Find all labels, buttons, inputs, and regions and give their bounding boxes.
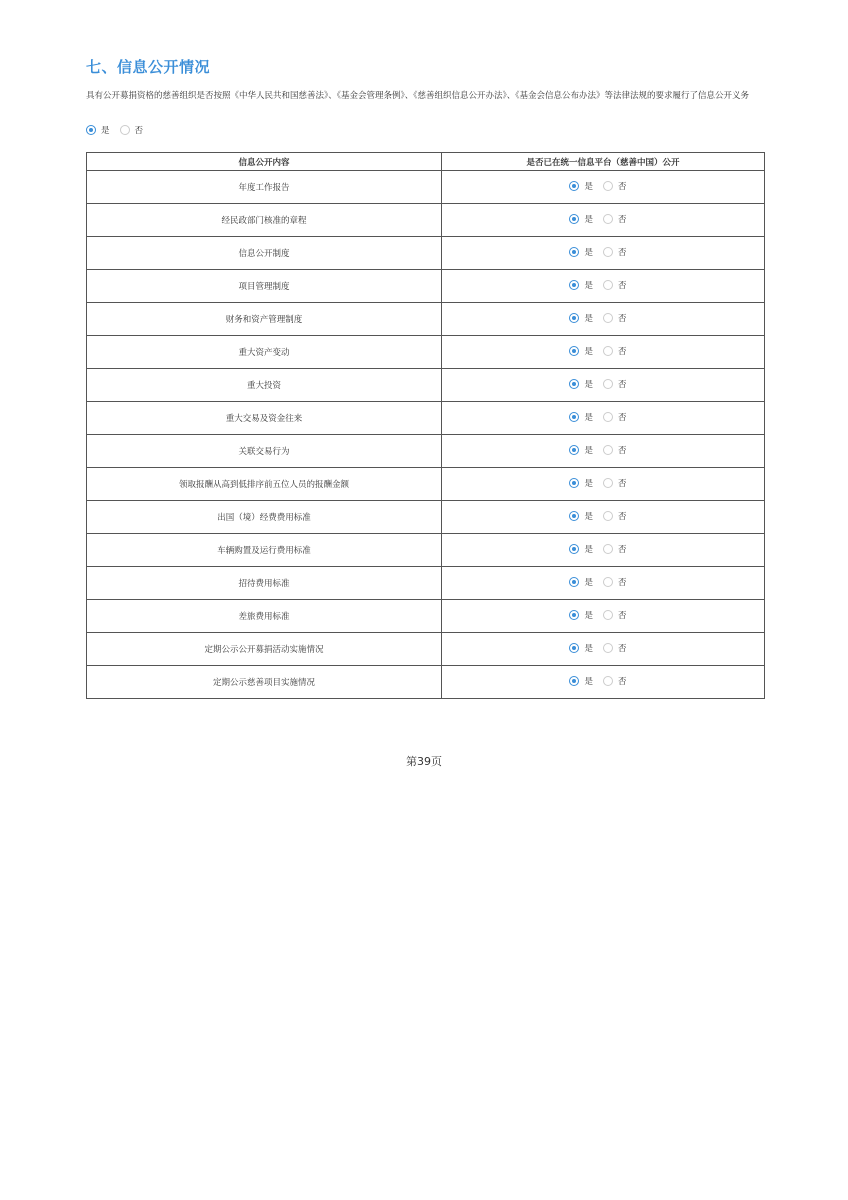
radio-unchecked-icon[interactable] xyxy=(603,346,613,356)
disclosure-item: 领取报酬从高到低排序前五位人员的报酬金额 xyxy=(87,468,442,501)
table-row xyxy=(87,567,765,600)
header-published: 是否已在统一信息平台（慈善中国）公开 xyxy=(442,153,765,171)
disclosure-answer xyxy=(442,402,765,435)
table-row xyxy=(87,600,765,633)
radio-checked-icon[interactable] xyxy=(569,676,579,686)
answer-yes-label: 是 xyxy=(584,479,593,489)
table-row xyxy=(87,237,765,270)
disclosure-item: 项目管理制度 xyxy=(87,270,442,303)
radio-checked-icon[interactable] xyxy=(569,511,579,521)
disclosure-answer xyxy=(442,534,765,567)
table-row xyxy=(87,468,765,501)
radio-checked-icon[interactable] xyxy=(569,643,579,653)
answer-yes-option[interactable] xyxy=(569,411,593,423)
radio-unchecked-icon[interactable] xyxy=(603,214,613,224)
disclosure-answer xyxy=(442,501,765,534)
table-row xyxy=(87,633,765,666)
table-row xyxy=(87,171,765,204)
answer-no-label: 否 xyxy=(618,578,627,588)
radio-checked-icon[interactable] xyxy=(569,181,579,191)
answer-no-option[interactable] xyxy=(603,279,627,291)
answer-no-label: 否 xyxy=(618,512,627,522)
answer-yes-option[interactable] xyxy=(569,477,593,489)
radio-unchecked-icon[interactable] xyxy=(603,181,613,191)
answer-no-label: 否 xyxy=(618,545,627,555)
table-header-row xyxy=(87,153,765,171)
disclosure-item: 财务和资产管理制度 xyxy=(87,303,442,336)
answer-no-label: 否 xyxy=(618,182,627,192)
radio-unchecked-icon[interactable] xyxy=(603,412,613,422)
disclosure-item: 车辆购置及运行费用标准 xyxy=(87,534,442,567)
disclosure-answer xyxy=(442,237,765,270)
answer-no-label: 否 xyxy=(618,677,627,687)
answer-no-option[interactable] xyxy=(603,477,627,489)
answer-no-label: 否 xyxy=(618,347,627,357)
answer-yes-option[interactable] xyxy=(569,444,593,456)
radio-checked-icon[interactable] xyxy=(569,280,579,290)
radio-unchecked-icon[interactable] xyxy=(603,577,613,587)
answer-yes-label: 是 xyxy=(584,215,593,225)
answer-yes-option[interactable] xyxy=(569,378,593,390)
disclosure-answer xyxy=(442,567,765,600)
radio-unchecked-icon[interactable] xyxy=(603,676,613,686)
disclosure-item: 重大交易及资金往来 xyxy=(87,402,442,435)
answer-yes-option[interactable] xyxy=(569,642,593,654)
answer-yes-option[interactable] xyxy=(569,609,593,621)
answer-yes-label: 是 xyxy=(584,380,593,390)
answer-yes-label: 是 xyxy=(584,347,593,357)
answer-yes-label: 是 xyxy=(584,281,593,291)
radio-checked-icon[interactable] xyxy=(569,412,579,422)
disclosure-item: 招待费用标准 xyxy=(87,567,442,600)
radio-unchecked-icon[interactable] xyxy=(603,544,613,554)
answer-yes-option[interactable] xyxy=(569,213,593,225)
answer-yes-option[interactable] xyxy=(569,576,593,588)
table-row xyxy=(87,435,765,468)
radio-checked-icon[interactable] xyxy=(569,577,579,587)
answer-yes-label: 是 xyxy=(584,248,593,258)
answer-no-option[interactable] xyxy=(603,378,627,390)
answer-no-option[interactable] xyxy=(603,246,627,258)
answer-yes-label: 是 xyxy=(584,578,593,588)
answer-no-option[interactable] xyxy=(603,180,627,192)
radio-checked-icon[interactable] xyxy=(86,125,96,135)
answer-yes-label: 是 xyxy=(584,413,593,423)
answer-no-label: 否 xyxy=(618,380,627,390)
answer-yes-option[interactable] xyxy=(569,279,593,291)
radio-unchecked-icon[interactable] xyxy=(603,511,613,521)
answer-yes-label: 是 xyxy=(584,677,593,687)
answer-no-option[interactable] xyxy=(603,675,627,687)
table-row xyxy=(87,270,765,303)
answer-yes-option[interactable] xyxy=(569,345,593,357)
disclosure-answer xyxy=(442,435,765,468)
disclosure-answer xyxy=(442,666,765,699)
table-row xyxy=(87,204,765,237)
answer-yes-label: 是 xyxy=(584,182,593,192)
radio-checked-icon[interactable] xyxy=(569,478,579,488)
table-row xyxy=(87,303,765,336)
radio-unchecked-icon[interactable] xyxy=(603,247,613,257)
header-content: 信息公开内容 xyxy=(87,153,442,171)
radio-checked-icon[interactable] xyxy=(569,379,579,389)
disclosure-answer xyxy=(442,303,765,336)
answer-yes-option[interactable] xyxy=(569,510,593,522)
radio-checked-icon[interactable] xyxy=(569,247,579,257)
answer-no-option[interactable] xyxy=(603,543,627,555)
answer-yes-label: 是 xyxy=(584,611,593,621)
answer-no-label: 否 xyxy=(618,611,627,621)
disclosure-item: 定期公示慈善项目实施情况 xyxy=(87,666,442,699)
answer-no-option[interactable] xyxy=(603,444,627,456)
disclosure-item: 经民政部门核准的章程 xyxy=(87,204,442,237)
disclosure-item: 重大投资 xyxy=(87,369,442,402)
table-row xyxy=(87,501,765,534)
question-answer xyxy=(86,123,153,137)
radio-unchecked-icon[interactable] xyxy=(603,280,613,290)
answer-no-label: 否 xyxy=(618,248,627,258)
disclosure-item: 出国（境）经费费用标准 xyxy=(87,501,442,534)
section-title: 七、信息公开情况 xyxy=(86,58,211,76)
radio-checked-icon[interactable] xyxy=(569,214,579,224)
radio-unchecked-icon[interactable] xyxy=(603,445,613,455)
answer-no-label: 否 xyxy=(618,446,627,456)
answer-no-option[interactable] xyxy=(603,312,627,324)
answer-yes-option[interactable] xyxy=(569,675,593,687)
answer-yes-label: 是 xyxy=(584,446,593,456)
disclosure-item: 重大资产变动 xyxy=(87,336,442,369)
answer-no-option[interactable] xyxy=(120,124,144,136)
table-row xyxy=(87,402,765,435)
radio-checked-icon[interactable] xyxy=(569,445,579,455)
radio-unchecked-icon[interactable] xyxy=(603,313,613,323)
answer-no-option[interactable] xyxy=(603,510,627,522)
radio-checked-icon[interactable] xyxy=(569,346,579,356)
disclosure-answer xyxy=(442,468,765,501)
table-body xyxy=(87,171,765,699)
answer-yes-label: 是 xyxy=(584,512,593,522)
page-number: 第39页 xyxy=(406,755,442,768)
answer-no-label: 否 xyxy=(618,215,627,225)
answer-yes-option[interactable] xyxy=(569,543,593,555)
radio-checked-icon[interactable] xyxy=(569,313,579,323)
disclosure-answer xyxy=(442,633,765,666)
disclosure-answer xyxy=(442,204,765,237)
answer-yes-label: 是 xyxy=(584,545,593,555)
disclosure-answer xyxy=(442,270,765,303)
disclosure-item: 信息公开制度 xyxy=(87,237,442,270)
disclosure-answer xyxy=(442,600,765,633)
answer-yes-option[interactable] xyxy=(569,246,593,258)
answer-yes-option[interactable] xyxy=(86,124,110,136)
disclosure-item: 年度工作报告 xyxy=(87,171,442,204)
radio-unchecked-icon[interactable] xyxy=(603,478,613,488)
table-row xyxy=(87,534,765,567)
disclosure-answer xyxy=(442,336,765,369)
answer-no-option[interactable] xyxy=(603,213,627,225)
answer-no-label: 否 xyxy=(618,413,627,423)
answer-yes-label: 是 xyxy=(584,314,593,324)
disclosure-answer xyxy=(442,369,765,402)
question-text: 具有公开募捐资格的慈善组织是否按照《中华人民共和国慈善法》、《基金会管理条例》、《慈善组织信息公开办法》、《基金会信息公布办法》等法律法规的要求履行了信息公开义务 xyxy=(86,91,750,101)
table-row xyxy=(87,666,765,699)
radio-unchecked-icon[interactable] xyxy=(603,643,613,653)
answer-no-label: 否 xyxy=(618,479,627,489)
answer-no-option[interactable] xyxy=(603,576,627,588)
answer-no-label: 否 xyxy=(618,281,627,291)
disclosure-item: 关联交易行为 xyxy=(87,435,442,468)
answer-no-option[interactable] xyxy=(603,411,627,423)
radio-unchecked-icon[interactable] xyxy=(603,610,613,620)
radio-checked-icon[interactable] xyxy=(569,544,579,554)
answer-no-option[interactable] xyxy=(603,609,627,621)
disclosure-answer xyxy=(442,171,765,204)
answer-no-option[interactable] xyxy=(603,642,627,654)
answer-no-label: 否 xyxy=(618,314,627,324)
radio-checked-icon[interactable] xyxy=(569,610,579,620)
answer-no-option[interactable] xyxy=(603,345,627,357)
answer-no-label: 否 xyxy=(134,126,144,136)
radio-unchecked-icon[interactable] xyxy=(120,125,130,135)
table-row xyxy=(87,369,765,402)
radio-unchecked-icon[interactable] xyxy=(603,379,613,389)
answer-no-label: 否 xyxy=(618,644,627,654)
disclosure-item: 差旅费用标准 xyxy=(87,600,442,633)
answer-yes-label: 是 xyxy=(584,644,593,654)
table-row xyxy=(87,336,765,369)
answer-yes-option[interactable] xyxy=(569,312,593,324)
answer-yes-label: 是 xyxy=(101,126,110,136)
answer-yes-option[interactable] xyxy=(569,180,593,192)
disclosure-item: 定期公示公开募捐活动实施情况 xyxy=(87,633,442,666)
info-disclosure-table xyxy=(86,152,765,699)
